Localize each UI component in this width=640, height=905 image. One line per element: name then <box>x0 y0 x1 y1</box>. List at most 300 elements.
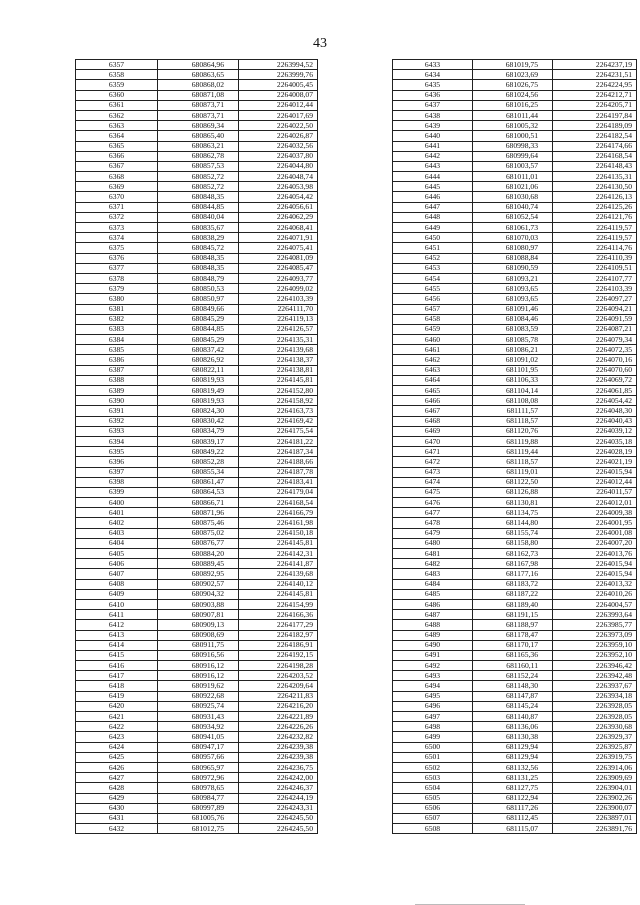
table-row <box>393 80 637 90</box>
table-row <box>76 569 318 579</box>
table-row <box>76 487 318 497</box>
x-coordinate-cell: 680848,35 <box>158 192 239 202</box>
point-number-cell: 6403 <box>76 528 158 538</box>
y-coordinate-cell: 2264054,42 <box>239 192 318 202</box>
x-coordinate-cell: 681118,57 <box>473 416 553 426</box>
x-coordinate-cell: 681147,87 <box>473 691 553 701</box>
point-number-cell: 6473 <box>393 467 473 477</box>
table-row <box>76 80 318 90</box>
y-coordinate-cell: 2264032,56 <box>239 141 318 151</box>
point-number-cell: 6498 <box>393 722 473 732</box>
table-row <box>76 477 318 487</box>
x-coordinate-cell: 681026,75 <box>473 80 553 90</box>
point-number-cell: 6373 <box>76 223 158 233</box>
y-coordinate-cell: 2264001,95 <box>553 518 637 528</box>
y-coordinate-cell: 2264001,08 <box>553 528 637 538</box>
y-coordinate-cell: 2264148,43 <box>553 161 637 171</box>
x-coordinate-cell: 680999,64 <box>473 151 553 161</box>
y-coordinate-cell: 2264166,36 <box>239 610 318 620</box>
point-number-cell: 6408 <box>76 579 158 589</box>
table-row <box>393 752 637 762</box>
y-coordinate-cell: 2264242,00 <box>239 773 318 783</box>
x-coordinate-cell: 681129,94 <box>473 752 553 762</box>
y-coordinate-cell: 2264035,18 <box>553 436 637 446</box>
y-coordinate-cell: 2264166,79 <box>239 508 318 518</box>
x-coordinate-cell: 681188,97 <box>473 620 553 630</box>
point-number-cell: 6383 <box>76 324 158 334</box>
table-row <box>76 355 318 365</box>
y-coordinate-cell: 2263999,76 <box>239 70 318 80</box>
point-number-cell: 6390 <box>76 396 158 406</box>
point-number-cell: 6413 <box>76 630 158 640</box>
table-row <box>76 345 318 355</box>
table-row <box>393 416 637 426</box>
y-coordinate-cell: 2264070,16 <box>553 355 637 365</box>
table-row <box>76 824 318 834</box>
table-row <box>393 121 637 131</box>
y-coordinate-cell: 2264005,45 <box>239 80 318 90</box>
x-coordinate-cell: 680884,20 <box>158 549 239 559</box>
point-number-cell: 6462 <box>393 355 473 365</box>
y-coordinate-cell: 2264205,71 <box>553 100 637 110</box>
y-coordinate-cell: 2263952,10 <box>553 650 637 660</box>
y-coordinate-cell: 2264093,77 <box>239 273 318 283</box>
point-number-cell: 6372 <box>76 212 158 222</box>
point-number-cell: 6397 <box>76 467 158 477</box>
point-number-cell: 6367 <box>76 161 158 171</box>
table-row <box>76 60 318 70</box>
point-number-cell: 6411 <box>76 610 158 620</box>
point-number-cell: 6481 <box>393 549 473 559</box>
table-row <box>76 681 318 691</box>
point-number-cell: 6448 <box>393 212 473 222</box>
y-coordinate-cell: 2264119,13 <box>239 314 318 324</box>
table-row <box>393 355 637 365</box>
table-row <box>393 681 637 691</box>
table-row <box>393 650 637 660</box>
y-coordinate-cell: 2264085,47 <box>239 263 318 273</box>
y-coordinate-cell: 2264239,38 <box>239 742 318 752</box>
x-coordinate-cell: 681101,95 <box>473 365 553 375</box>
point-number-cell: 6416 <box>76 661 158 671</box>
table-row <box>393 569 637 579</box>
y-coordinate-cell: 2264068,41 <box>239 223 318 233</box>
x-coordinate-cell: 680902,57 <box>158 579 239 589</box>
point-number-cell: 6361 <box>76 100 158 110</box>
y-coordinate-cell: 2264212,71 <box>553 90 637 100</box>
point-number-cell: 6452 <box>393 253 473 263</box>
x-coordinate-cell: 680845,29 <box>158 335 239 345</box>
y-coordinate-cell: 2264054,42 <box>553 396 637 406</box>
table-row <box>76 447 318 457</box>
table-row <box>76 701 318 711</box>
point-number-cell: 6378 <box>76 273 158 283</box>
point-number-cell: 6451 <box>393 243 473 253</box>
point-number-cell: 6466 <box>393 396 473 406</box>
y-coordinate-cell: 2264203,52 <box>239 671 318 681</box>
point-number-cell: 6441 <box>393 141 473 151</box>
point-number-cell: 6506 <box>393 803 473 813</box>
point-number-cell: 6432 <box>76 824 158 834</box>
y-coordinate-cell: 2264125,26 <box>553 202 637 212</box>
table-row <box>393 253 637 263</box>
y-coordinate-cell: 2264139,68 <box>239 345 318 355</box>
point-number-cell: 6399 <box>76 487 158 497</box>
coordinates-table-right <box>392 59 637 834</box>
point-number-cell: 6400 <box>76 498 158 508</box>
x-coordinate-cell: 680972,96 <box>158 773 239 783</box>
point-number-cell: 6431 <box>76 813 158 823</box>
x-coordinate-cell: 681019,75 <box>473 60 553 70</box>
x-coordinate-cell: 681021,06 <box>473 182 553 192</box>
point-number-cell: 6484 <box>393 579 473 589</box>
y-coordinate-cell: 2264079,34 <box>553 335 637 345</box>
table-row <box>76 712 318 722</box>
x-coordinate-cell: 681136,06 <box>473 722 553 732</box>
y-coordinate-cell: 2264161,98 <box>239 518 318 528</box>
table-row <box>393 813 637 823</box>
table-row <box>76 762 318 772</box>
y-coordinate-cell: 2263994,52 <box>239 60 318 70</box>
point-number-cell: 6391 <box>76 406 158 416</box>
y-coordinate-cell: 2264198,28 <box>239 661 318 671</box>
x-coordinate-cell: 680819,49 <box>158 386 239 396</box>
point-number-cell: 6465 <box>393 386 473 396</box>
point-number-cell: 6456 <box>393 294 473 304</box>
x-coordinate-cell: 680852,72 <box>158 182 239 192</box>
point-number-cell: 6422 <box>76 722 158 732</box>
y-coordinate-cell: 2264192,15 <box>239 650 318 660</box>
x-coordinate-cell: 680863,65 <box>158 70 239 80</box>
point-number-cell: 6483 <box>393 569 473 579</box>
y-coordinate-cell: 2264188,66 <box>239 457 318 467</box>
page-number: 43 <box>313 36 327 51</box>
point-number-cell: 6365 <box>76 141 158 151</box>
y-coordinate-cell: 2264021,19 <box>553 457 637 467</box>
table-row <box>393 793 637 803</box>
y-coordinate-cell: 2264150,18 <box>239 528 318 538</box>
table-row <box>393 599 637 609</box>
table-row <box>393 151 637 161</box>
table-row <box>393 90 637 100</box>
y-coordinate-cell: 2264039,12 <box>553 426 637 436</box>
table-row <box>76 589 318 599</box>
table-row <box>76 396 318 406</box>
table-row <box>76 284 318 294</box>
x-coordinate-cell: 680850,97 <box>158 294 239 304</box>
y-coordinate-cell: 2263900,07 <box>553 803 637 813</box>
x-coordinate-cell: 680909,13 <box>158 620 239 630</box>
y-coordinate-cell: 2264110,39 <box>553 253 637 263</box>
point-number-cell: 6429 <box>76 793 158 803</box>
x-coordinate-cell: 680916,12 <box>158 671 239 681</box>
table-row <box>76 182 318 192</box>
y-coordinate-cell: 2264048,74 <box>239 172 318 182</box>
x-coordinate-cell: 680868,02 <box>158 80 239 90</box>
table-row <box>393 712 637 722</box>
x-coordinate-cell: 680862,78 <box>158 151 239 161</box>
x-coordinate-cell: 681070,03 <box>473 233 553 243</box>
x-coordinate-cell: 680839,17 <box>158 436 239 446</box>
x-coordinate-cell: 681083,59 <box>473 324 553 334</box>
point-number-cell: 6505 <box>393 793 473 803</box>
point-number-cell: 6480 <box>393 538 473 548</box>
x-coordinate-cell: 680852,72 <box>158 172 239 182</box>
x-coordinate-cell: 680819,93 <box>158 375 239 385</box>
x-coordinate-cell: 681189,40 <box>473 599 553 609</box>
y-coordinate-cell: 2263929,37 <box>553 732 637 742</box>
point-number-cell: 6362 <box>76 110 158 120</box>
point-number-cell: 6497 <box>393 712 473 722</box>
x-coordinate-cell: 681084,46 <box>473 314 553 324</box>
y-coordinate-cell: 2264189,09 <box>553 121 637 131</box>
table-row <box>393 273 637 283</box>
x-coordinate-cell: 681080,97 <box>473 243 553 253</box>
point-number-cell: 6460 <box>393 335 473 345</box>
point-number-cell: 6492 <box>393 661 473 671</box>
x-coordinate-cell: 681167,98 <box>473 559 553 569</box>
y-coordinate-cell: 2263946,42 <box>553 661 637 671</box>
table-row <box>76 661 318 671</box>
point-number-cell: 6417 <box>76 671 158 681</box>
x-coordinate-cell: 680869,34 <box>158 121 239 131</box>
x-coordinate-cell: 681170,17 <box>473 640 553 650</box>
table-row <box>393 182 637 192</box>
x-coordinate-cell: 680855,34 <box>158 467 239 477</box>
table-row <box>76 100 318 110</box>
point-number-cell: 6438 <box>393 110 473 120</box>
table-row <box>76 324 318 334</box>
x-coordinate-cell: 680908,69 <box>158 630 239 640</box>
y-coordinate-cell: 2264103,39 <box>239 294 318 304</box>
y-coordinate-cell: 2263925,87 <box>553 742 637 752</box>
y-coordinate-cell: 2263937,67 <box>553 681 637 691</box>
table-row <box>76 732 318 742</box>
x-coordinate-cell: 680845,29 <box>158 314 239 324</box>
x-coordinate-cell: 680978,65 <box>158 783 239 793</box>
x-coordinate-cell: 680941,05 <box>158 732 239 742</box>
y-coordinate-cell: 2264175,54 <box>239 426 318 436</box>
table-row <box>393 100 637 110</box>
table-row <box>393 762 637 772</box>
point-number-cell: 6489 <box>393 630 473 640</box>
table-row <box>76 294 318 304</box>
x-coordinate-cell: 681086,21 <box>473 345 553 355</box>
point-number-cell: 6464 <box>393 375 473 385</box>
y-coordinate-cell: 2264012,44 <box>239 100 318 110</box>
table-row <box>393 487 637 497</box>
x-coordinate-cell: 680889,45 <box>158 559 239 569</box>
y-coordinate-cell: 2264053,98 <box>239 182 318 192</box>
table-row <box>76 253 318 263</box>
y-coordinate-cell: 2264232,82 <box>239 732 318 742</box>
point-number-cell: 6507 <box>393 813 473 823</box>
table-row <box>393 518 637 528</box>
point-number-cell: 6357 <box>76 60 158 70</box>
point-number-cell: 6414 <box>76 640 158 650</box>
x-coordinate-cell: 681122,50 <box>473 477 553 487</box>
point-number-cell: 6445 <box>393 182 473 192</box>
x-coordinate-cell: 680911,75 <box>158 640 239 650</box>
x-coordinate-cell: 680916,56 <box>158 650 239 660</box>
x-coordinate-cell: 680822,11 <box>158 365 239 375</box>
y-coordinate-cell: 2264246,37 <box>239 783 318 793</box>
table-row <box>393 579 637 589</box>
y-coordinate-cell: 2264245,50 <box>239 813 318 823</box>
table-row <box>393 324 637 334</box>
y-coordinate-cell: 2264181,22 <box>239 436 318 446</box>
point-number-cell: 6364 <box>76 131 158 141</box>
table-row <box>393 457 637 467</box>
coordinates-table-left <box>75 59 318 834</box>
table-row <box>393 722 637 732</box>
y-coordinate-cell: 2264135,31 <box>553 172 637 182</box>
table-row <box>393 365 637 375</box>
point-number-cell: 6410 <box>76 599 158 609</box>
point-number-cell: 6479 <box>393 528 473 538</box>
x-coordinate-cell: 681155,74 <box>473 528 553 538</box>
table-row <box>393 701 637 711</box>
x-coordinate-cell: 680965,97 <box>158 762 239 772</box>
y-coordinate-cell: 2264091,59 <box>553 314 637 324</box>
x-coordinate-cell: 681126,88 <box>473 487 553 497</box>
x-coordinate-cell: 680861,47 <box>158 477 239 487</box>
y-coordinate-cell: 2264013,32 <box>553 579 637 589</box>
x-coordinate-cell: 681183,72 <box>473 579 553 589</box>
y-coordinate-cell: 2264012,01 <box>553 498 637 508</box>
y-coordinate-cell: 2263942,48 <box>553 671 637 681</box>
point-number-cell: 6491 <box>393 650 473 660</box>
x-coordinate-cell: 681152,24 <box>473 671 553 681</box>
point-number-cell: 6455 <box>393 284 473 294</box>
y-coordinate-cell: 2264119,57 <box>553 223 637 233</box>
table-row <box>76 243 318 253</box>
x-coordinate-cell: 681040,74 <box>473 202 553 212</box>
y-coordinate-cell: 2264135,31 <box>239 335 318 345</box>
x-coordinate-cell: 681111,57 <box>473 406 553 416</box>
point-number-cell: 6430 <box>76 803 158 813</box>
point-number-cell: 6418 <box>76 681 158 691</box>
x-coordinate-cell: 681187,22 <box>473 589 553 599</box>
x-coordinate-cell: 681120,76 <box>473 426 553 436</box>
x-coordinate-cell: 681012,75 <box>158 824 239 834</box>
table-row <box>76 161 318 171</box>
x-coordinate-cell: 681119,01 <box>473 467 553 477</box>
y-coordinate-cell: 2264015,94 <box>553 467 637 477</box>
point-number-cell: 6494 <box>393 681 473 691</box>
point-number-cell: 6433 <box>393 60 473 70</box>
y-coordinate-cell: 2264237,19 <box>553 60 637 70</box>
point-number-cell: 6477 <box>393 508 473 518</box>
y-coordinate-cell: 2264010,26 <box>553 589 637 599</box>
point-number-cell: 6389 <box>76 386 158 396</box>
x-coordinate-cell: 680903,88 <box>158 599 239 609</box>
x-coordinate-cell: 681132,56 <box>473 762 553 772</box>
table-row <box>76 640 318 650</box>
table-row <box>393 426 637 436</box>
point-number-cell: 6404 <box>76 538 158 548</box>
x-coordinate-cell: 680931,43 <box>158 712 239 722</box>
table-row <box>76 793 318 803</box>
table-row <box>393 477 637 487</box>
x-coordinate-cell: 681158,80 <box>473 538 553 548</box>
x-coordinate-cell: 680835,67 <box>158 223 239 233</box>
y-coordinate-cell: 2264072,35 <box>553 345 637 355</box>
x-coordinate-cell: 680837,42 <box>158 345 239 355</box>
y-coordinate-cell: 2264094,21 <box>553 304 637 314</box>
x-coordinate-cell: 681160,11 <box>473 661 553 671</box>
point-number-cell: 6469 <box>393 426 473 436</box>
x-coordinate-cell: 680849,22 <box>158 447 239 457</box>
table-row <box>76 549 318 559</box>
y-coordinate-cell: 2263909,69 <box>553 773 637 783</box>
x-coordinate-cell: 681115,07 <box>473 824 553 834</box>
x-coordinate-cell: 680838,29 <box>158 233 239 243</box>
point-number-cell: 6457 <box>393 304 473 314</box>
point-number-cell: 6371 <box>76 202 158 212</box>
point-number-cell: 6435 <box>393 80 473 90</box>
x-coordinate-cell: 680873,71 <box>158 100 239 110</box>
table-row <box>76 671 318 681</box>
x-coordinate-cell: 681140,87 <box>473 712 553 722</box>
point-number-cell: 6468 <box>393 416 473 426</box>
point-number-cell: 6493 <box>393 671 473 681</box>
x-coordinate-cell: 681144,80 <box>473 518 553 528</box>
x-coordinate-cell: 680875,46 <box>158 518 239 528</box>
y-coordinate-cell: 2264141,87 <box>239 559 318 569</box>
point-number-cell: 6360 <box>76 90 158 100</box>
x-coordinate-cell: 681122,94 <box>473 793 553 803</box>
point-number-cell: 6446 <box>393 192 473 202</box>
table-row <box>393 386 637 396</box>
point-number-cell: 6503 <box>393 773 473 783</box>
point-number-cell: 6394 <box>76 436 158 446</box>
point-number-cell: 6406 <box>76 559 158 569</box>
x-coordinate-cell: 680857,53 <box>158 161 239 171</box>
point-number-cell: 6495 <box>393 691 473 701</box>
x-coordinate-cell: 681108,08 <box>473 396 553 406</box>
point-number-cell: 6424 <box>76 742 158 752</box>
x-coordinate-cell: 681016,25 <box>473 100 553 110</box>
table-row <box>393 223 637 233</box>
y-coordinate-cell: 2264075,41 <box>239 243 318 253</box>
table-row <box>393 161 637 171</box>
point-number-cell: 6499 <box>393 732 473 742</box>
y-coordinate-cell: 2264048,30 <box>553 406 637 416</box>
x-coordinate-cell: 680892,95 <box>158 569 239 579</box>
point-number-cell: 6486 <box>393 599 473 609</box>
point-number-cell: 6374 <box>76 233 158 243</box>
x-coordinate-cell: 681129,94 <box>473 742 553 752</box>
y-coordinate-cell: 2264004,57 <box>553 599 637 609</box>
table-row <box>76 518 318 528</box>
table-row <box>393 773 637 783</box>
point-number-cell: 6370 <box>76 192 158 202</box>
point-number-cell: 6447 <box>393 202 473 212</box>
x-coordinate-cell: 681127,75 <box>473 783 553 793</box>
point-number-cell: 6467 <box>393 406 473 416</box>
x-coordinate-cell: 681000,51 <box>473 131 553 141</box>
point-number-cell: 6500 <box>393 742 473 752</box>
y-coordinate-cell: 2264099,02 <box>239 284 318 294</box>
point-number-cell: 6478 <box>393 518 473 528</box>
table-row <box>76 436 318 446</box>
point-number-cell: 6482 <box>393 559 473 569</box>
y-coordinate-cell: 2263891,76 <box>553 824 637 834</box>
y-coordinate-cell: 2264145,81 <box>239 538 318 548</box>
x-coordinate-cell: 680907,81 <box>158 610 239 620</box>
y-coordinate-cell: 2264182,97 <box>239 630 318 640</box>
